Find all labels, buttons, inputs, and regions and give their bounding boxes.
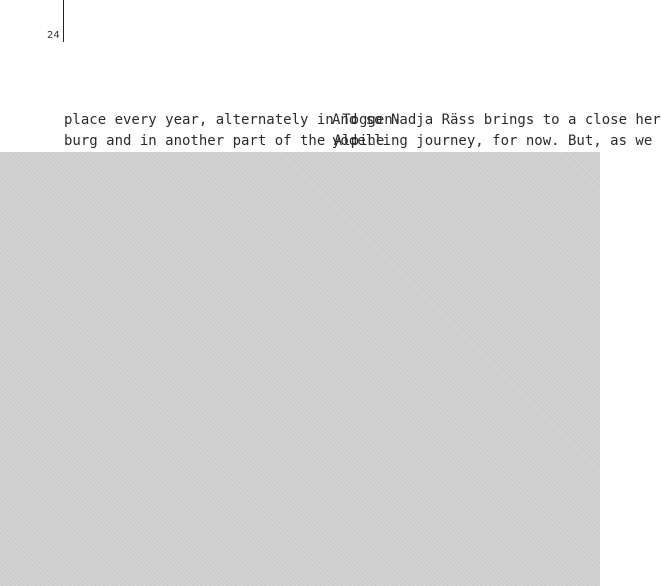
text-line: yodelling journey, for now. But, as we (332, 133, 653, 149)
text-line: place every year, alternately in Toggen- (64, 112, 402, 128)
occluding-overlay (0, 152, 600, 586)
text-line: burg and in another part of the Alpine (64, 133, 385, 149)
right-column (332, 110, 661, 152)
margin-rule (63, 0, 64, 42)
text-line: And so Nadja Räss brings to a close her (332, 112, 661, 128)
page-number: 24 (47, 30, 60, 41)
